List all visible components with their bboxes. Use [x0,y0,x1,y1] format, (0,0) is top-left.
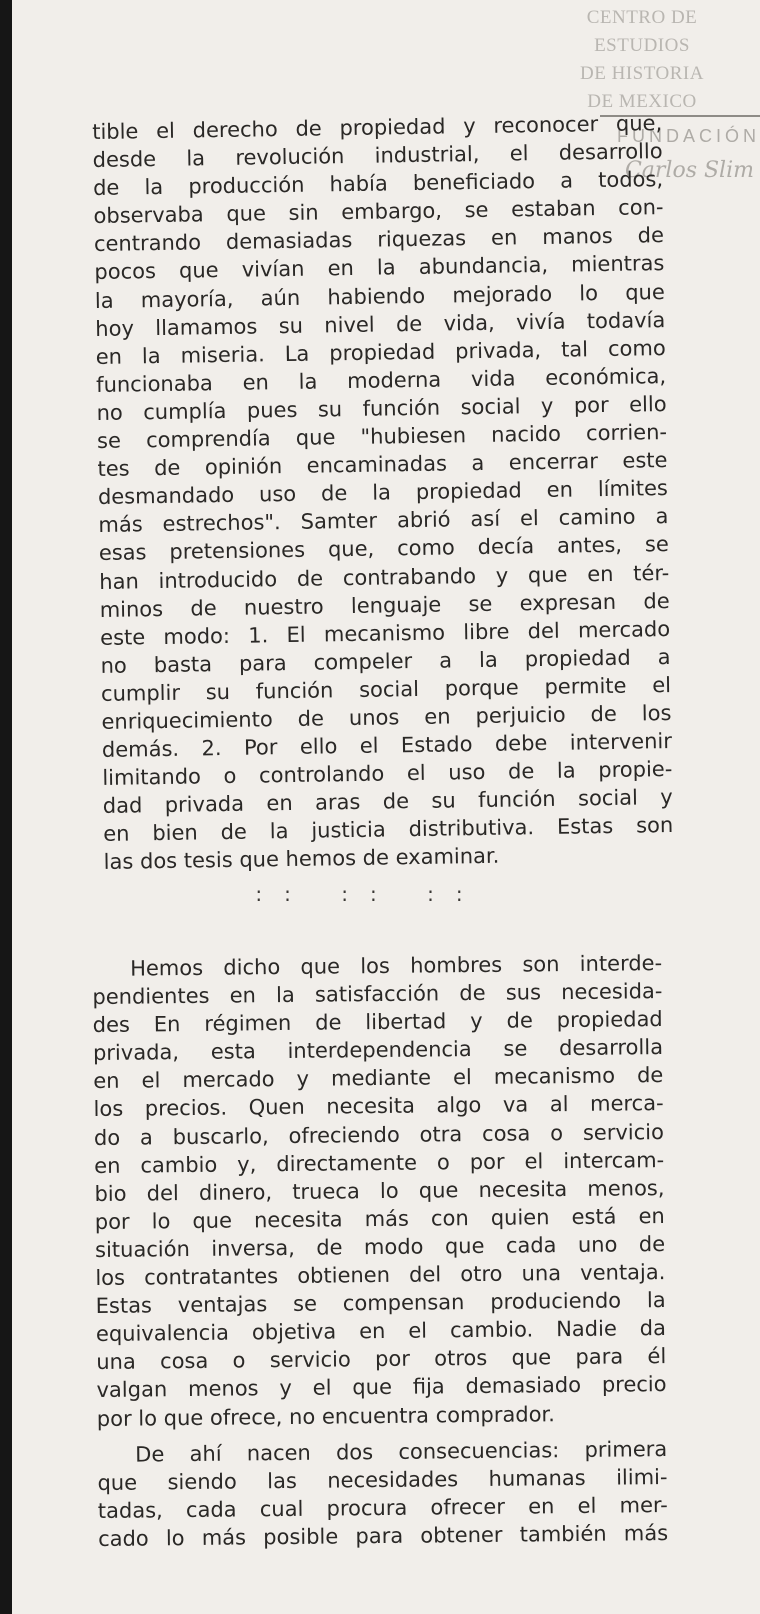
section-separator: :: :: :: [255,882,485,906]
text-line: cado lo más posible para obtener también más [97,1520,669,1551]
watermark-line: CENTRO DE [586,7,698,28]
text-line: desde la revolución industrial, el desarrollo [92,139,663,173]
text-line: las dos tesis que hemos de examinar. [103,844,500,875]
text-line: tes de opinión encaminadas a encerrar este [97,448,668,482]
text-line: de la producción había beneficiado a todos, [92,167,664,201]
text-line: han introducido de contrabando y que en tér- [99,560,670,594]
text-line: tible el derecho de propiedad y reconocer que, [92,111,663,144]
text-line: en el mercado y mediante el mecanismo de [93,1063,664,1094]
text-line: situación inversa, de modo que cada uno de [94,1231,666,1262]
text-line: valgan menos y el que fija demasiado precio [96,1372,667,1403]
paragraph-1 [92,109,674,876]
watermark-line: DE HISTORIA [580,63,704,84]
watermark-fundacion: FUNDACIÓN [617,126,760,146]
text-line: De ahí nacen dos consecuencias: primera [135,1436,668,1467]
text-line: enriquecimiento de unos en perjuicio de los [101,700,672,734]
text-line: se comprendía que "hubiesen nacido corrien- [96,420,668,453]
text-line: minos de nuestro lenguaje se expresan de [99,588,670,622]
text-line: funcionaba en la moderna vida económica, [96,363,667,397]
watermark-line: DE MEXICO [587,91,697,112]
watermark-institution [542,4,742,116]
text-line: más estrechos". Samter abrió así el camino a [98,504,669,538]
text-line: los precios. Quen necesita algo va al merca- [93,1091,664,1122]
text-line: centrando demasiadas riquezas en manos de [93,223,665,257]
text-line: en la miseria. La propiedad privada, tal como [95,335,666,369]
text-line: los contratantes obtienen del otro una ventaja. [95,1260,666,1291]
text-line: desmandado uso de la propiedad en límites [97,476,669,510]
text-line: pocos que vivían en la abundancia, mientras [94,251,665,285]
text-line: privada, esta interdependencia se desarrolla [92,1035,664,1066]
text-line: demás. 2. Por ello el Estado debe intervenir [101,729,673,762]
text-line: limitando o controlando el uso de la propie- [102,757,673,791]
text-line: observaba que sin embargo, se estaban con- [93,195,664,229]
text-line: tadas, cada cual procura ofrecer en el mer- [97,1492,668,1523]
text-line: este modo: 1. El mecanismo libre del mercado [99,616,671,650]
text-line: dad privada en aras de su función social y [102,785,673,819]
text-line: bio del dinero, trueca lo que necesita menos, [94,1175,665,1206]
text-line: equivalencia objetiva en el cambio. Nadie da [95,1316,667,1347]
text-line: cumplir su función social porque permite el [100,672,672,706]
text-line: en bien de la justicia distributiva. Estas son [103,813,674,847]
paragraph-2 [92,949,668,1553]
watermark-line: ESTUDIOS [594,35,690,56]
text-line: por lo que necesita más con quien está en [94,1203,665,1234]
text-line: do a buscarlo, ofreciendo otra cosa o servicio [93,1119,665,1150]
text-line: por lo que ofrece, no encuentra comprador. [96,1401,556,1431]
text-line: una cosa o servicio por otros que para él [96,1344,667,1375]
text-line: des En régimen de libertad y de propiedad [92,1007,663,1038]
text-line: pendientes en la satisfacción de sus necesida- [92,979,663,1010]
text-line: Estas ventajas se compensan produciendo la [95,1288,666,1319]
text-line: Hemos dicho que los hombres son interde- [130,951,663,981]
text-line: la mayoría, aún habiendo mejorado lo que [94,279,665,313]
scan-left-edge [0,0,12,1614]
text-line: no basta para compeler a la propiedad a [100,644,671,678]
text-line: que siendo las necesidades humanas ilimi- [97,1464,668,1495]
text-line: hoy llamamos su nivel de vida, vivía todavía [95,307,666,341]
text-line: en cambio y, directamente o por el intercam- [94,1147,665,1178]
text-line: no cumplía pues su función social y por ello [96,391,667,425]
watermark-signature: Carlos Slim [624,158,754,183]
text-line: esas pretensiones que, como decía antes, se [98,532,669,566]
